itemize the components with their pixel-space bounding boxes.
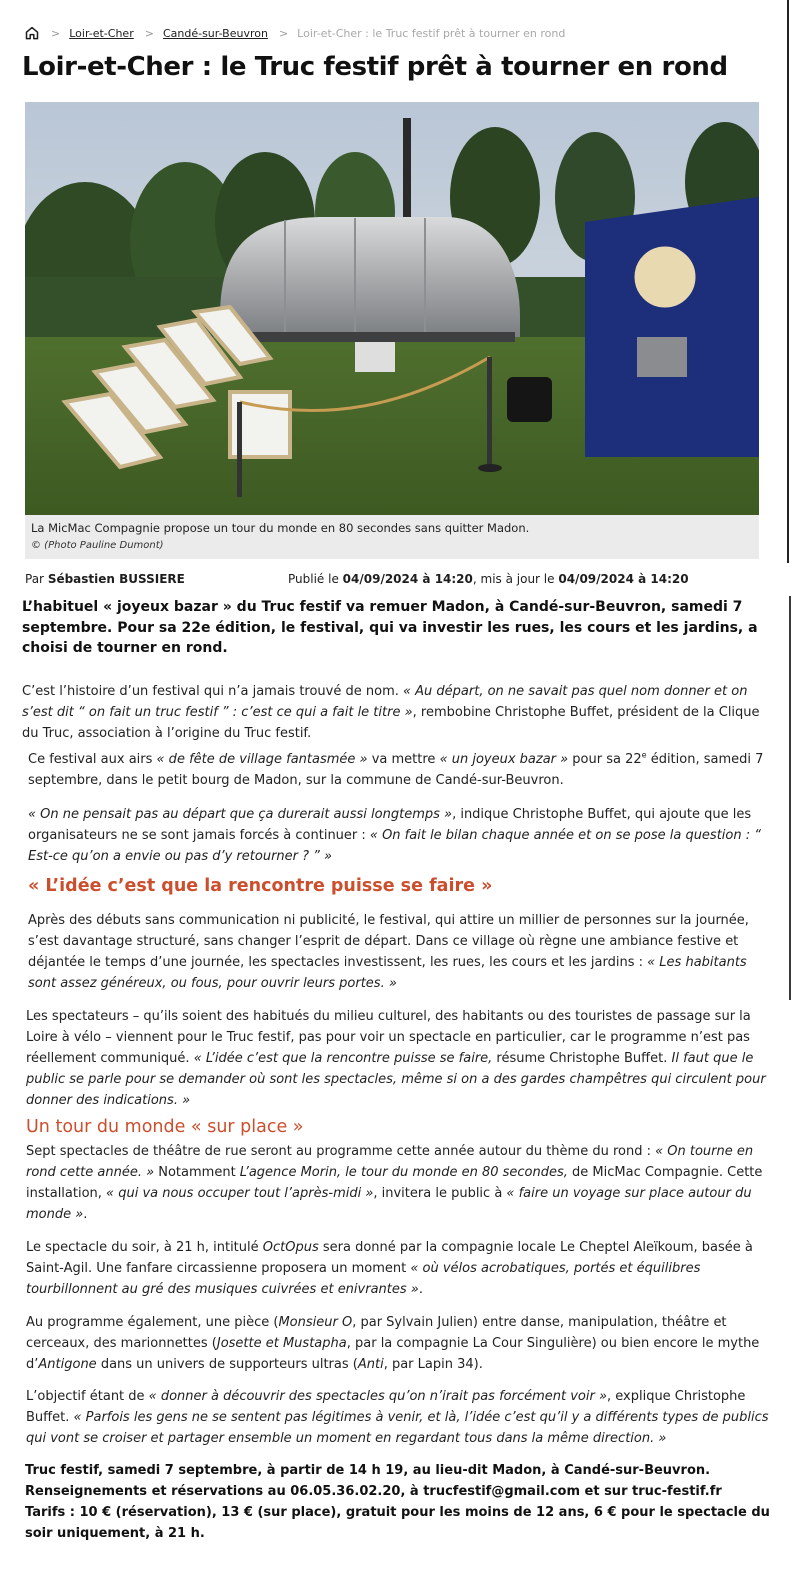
show-title: OctOpus (262, 1240, 319, 1255)
published-label: Publié le (288, 572, 339, 586)
paragraph-text: dans un univers de supporteurs ultras ( (96, 1357, 358, 1372)
paragraph-text: C’est l’histoire d’un festival qui n’a jamais trouvé de nom. (22, 684, 403, 699)
article-photo[interactable] (25, 102, 759, 515)
paragraph (28, 804, 768, 867)
show-title: Josette et Mustapha (216, 1336, 347, 1351)
paragraph-text: pour sa 22 (568, 752, 642, 767)
publication-date (288, 572, 689, 586)
paragraph-text: Au programme également, une pièce ( (26, 1315, 279, 1330)
section-heading: « L’idée c’est que la rencontre puisse se faire » (28, 876, 493, 896)
paragraph (26, 1141, 771, 1225)
paragraph-text: , invitera le public à (373, 1186, 507, 1201)
breadcrumb (24, 24, 565, 42)
paragraph-text: , explique Christophe Buffet. (26, 1389, 746, 1425)
paragraph-quote: « L’idée c’est que la rencontre puisse se faire, (193, 1051, 493, 1066)
paragraph-quote: « On tourne en rond cette année. » (26, 1144, 754, 1180)
paragraph-text: Les spectateurs – qu’ils soient des habitués du milieu culturel, des habitants ou des touristes de passage sur la Loire à vélo – viennent pour le Truc festif, pas pour voir un spectacle en particulier, car le programme n’est pas réellement communiqué. (26, 1009, 751, 1066)
paragraph-quote: « faire un voyage sur place autour du monde » (26, 1186, 752, 1222)
event-info: Truc festif, samedi 7 septembre, à partir de 14 h 19, au lieu-dit Madon, à Candé-sur-Beuvron. Renseignements et réservations au 06.05.36.02.20, à trucfestif@gmail.com et sur truc-festif.fr (25, 1463, 722, 1499)
breadcrumb-current: Loir-et-Cher : le Truc festif prêt à tourner en rond (297, 26, 566, 40)
page-edge-line (787, 0, 789, 563)
paragraph (26, 1386, 771, 1449)
paragraph-text: , indique Christophe Buffet, qui ajoute que les organisateurs ne se sont jamais forcés à continuer : (28, 807, 752, 843)
paragraph-quote: « de fête de village fantasmée » (156, 752, 368, 767)
paragraph-quote: « Parfois les gens ne se sentent pas légitimes à venir, et là, l’idée c’est qu’il y a différents types de publics qui vont se croiser et partager ensemble un moment en regardant tous dans la même direction. » (26, 1410, 769, 1446)
paragraph-text: Notamment (154, 1165, 240, 1180)
author-name[interactable]: Sébastien BUSSIERE (47, 572, 185, 586)
paragraph-text: sera donné par la compagnie locale Le Cheptel Aleïkoum, basée à Saint-Agil. Une fanfare circassienne proposera un moment (26, 1240, 753, 1276)
paragraph (26, 1237, 771, 1300)
paragraph (28, 910, 768, 994)
paragraph (26, 1312, 771, 1375)
show-title: L’agence Morin, le tour du monde en 80 secondes, (239, 1165, 568, 1180)
paragraph-text: Après des débuts sans communication ni publicité, le festival, qui attire un millier de personnes sur la journée, s’est davantage structuré, sans changer l’esprit de départ. Dans ce village où règne une ambiance festive et déjantée le temps d’une journée, les spectacles investissent, les rues, les cours et les jardins : (28, 913, 749, 970)
paragraph-text: . (418, 1282, 423, 1297)
paragraph-text: Le spectacle du soir, à 21 h, intitulé (26, 1240, 263, 1255)
paragraph-text: édition, samedi 7 septembre, dans le petit bourg de Madon, sur la commune de Candé-sur-Beuvron. (28, 752, 764, 788)
paragraph (28, 749, 768, 791)
paragraph-text: , par Lapin 34). (383, 1357, 483, 1372)
byline (25, 572, 185, 586)
paragraph-text: , rembobine Christophe Buffet, président de la Clique du Truc, association à l’origine du Truc festif. (22, 705, 760, 741)
paragraph-text: . (83, 1207, 88, 1222)
paragraph-text: Ce festival aux airs (28, 752, 157, 767)
updated-date: 04/09/2024 à 14:20 (558, 572, 689, 586)
paragraph (22, 681, 767, 744)
article-lead: L’habituel « joyeux bazar » du Truc festif va remuer Madon, à Candé-sur-Beuvron, samedi 7 septembre. Pour sa 22e édition, le festival, qui va investir les rues, les cours et les jardins, a choisi de tourner en rond. (22, 599, 758, 656)
byline-prefix: Par (25, 572, 44, 586)
photo-credit: © (Photo Pauline Dumont) (31, 540, 164, 551)
show-title: Monsieur O (278, 1315, 353, 1330)
page-title: Loir-et-Cher : le Truc festif prêt à tourner en rond (22, 52, 728, 82)
show-title: Anti (357, 1357, 384, 1372)
paragraph-quote: « donner à découvrir des spectacles qu’on n’irait pas forcément voir » (148, 1389, 607, 1404)
paragraph-quote: « Au départ, on ne savait pas quel nom donner et on s’est dit “ on fait un truc festif ” : c’est ce qui a fait le titre » (22, 684, 748, 720)
paragraph-quote: « où vélos acrobatiques, portés et équilibres tourbillonnent au gré des musiques cuivrées et enivrantes » (26, 1261, 701, 1297)
breadcrumb-separator: > (144, 26, 154, 40)
breadcrumb-link-loir-et-cher[interactable]: Loir-et-Cher (69, 26, 134, 40)
breadcrumb-separator: > (51, 26, 61, 40)
breadcrumb-link-cande-sur-beuvron[interactable]: Candé-sur-Beuvron (162, 26, 268, 40)
breadcrumb-separator: > (278, 26, 289, 40)
paragraph (26, 1006, 771, 1111)
paragraph-quote: « un joyeux bazar » (439, 752, 569, 767)
show-title: Antigone (38, 1357, 97, 1372)
updated-label: , mis à jour le (472, 572, 555, 586)
paragraph-quote: « On ne pensait pas au départ que ça durerait aussi longtemps » (28, 807, 453, 822)
ordinal-suffix: e (641, 750, 647, 760)
paragraph-quote: Il faut que le public se parle pour se demander où sont les spectacles, même si on a des gardes champêtres qui circulent pour donner des indications. » (26, 1051, 766, 1108)
paragraph-text: Sept spectacles de théâtre de rue seront au programme cette année autour du thème du rond : (26, 1144, 656, 1159)
section-heading: Un tour du monde « sur place » (26, 1117, 304, 1137)
home-icon[interactable] (24, 25, 40, 41)
paragraph-text: , par la compagnie La Cour Singulière) ou bien encore le mythe d’ (26, 1336, 760, 1372)
published-date: 04/09/2024 à 14:20 (342, 572, 473, 586)
pricing-info: Tarifs : 10 € (réservation), 13 € (sur place), gratuit pour les moins de 12 ans, 6 € pour le spectacle du soir uniquement, à 21 h. (25, 1505, 770, 1541)
photo-caption (25, 515, 759, 559)
paragraph-text: résume Christophe Buffet. (492, 1051, 672, 1066)
paragraph-quote: « Les habitants sont assez généreux, ou fous, pour ouvrir leurs portes. » (28, 955, 747, 991)
caption-text: La MicMac Compagnie propose un tour du monde en 80 secondes sans quitter Madon. (31, 521, 530, 535)
paragraph-quote: « On fait le bilan chaque année et on se pose la question : “ Est-ce qu’on a envie ou pas d’y retourner ? ” » (28, 828, 761, 864)
page-edge-line (789, 596, 791, 1000)
paragraph-text: de MicMac Compagnie. Cette installation, (26, 1165, 763, 1201)
paragraph-quote: « qui va nous occuper tout l’après-midi » (106, 1186, 374, 1201)
paragraph-text: , par Sylvain Julien) entre danse, manipulation, théâtre et cerceaux, des marionnettes ( (26, 1315, 727, 1351)
paragraph-text: va mettre (367, 752, 440, 767)
paragraph-text: L’objectif étant de (26, 1389, 149, 1404)
